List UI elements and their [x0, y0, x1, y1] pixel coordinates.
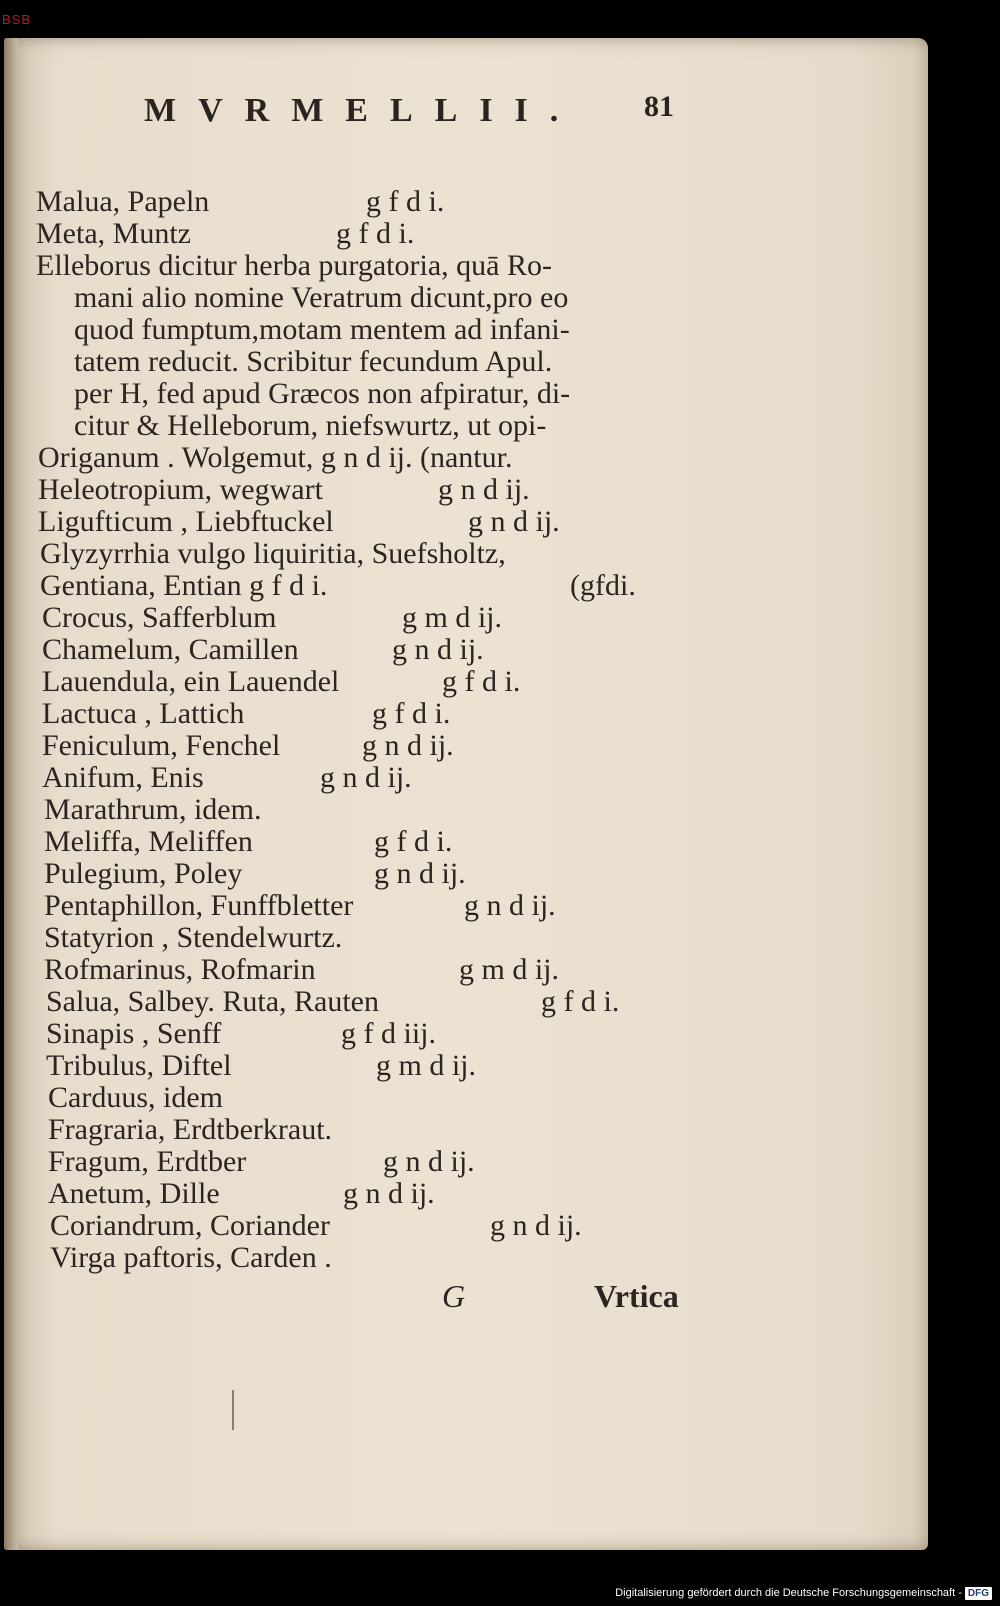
- line-text: Statyrion , Stendelwurtz.: [44, 921, 343, 954]
- line-text: per H, fed apud Græcos non afpiratur, di-: [74, 377, 571, 410]
- text-line: [48, 1177, 435, 1210]
- text-line: [74, 378, 570, 410]
- quality-code: g n d ij.: [362, 729, 454, 762]
- catchword: Vrtica: [594, 1278, 679, 1314]
- text-line: [48, 1114, 332, 1146]
- digitization-credit: [615, 1587, 992, 1600]
- quality-code: g n d ij.: [343, 1177, 435, 1210]
- line-text: tatem reducit. Scribitur fecundum Apul.: [74, 345, 553, 378]
- text-line: [50, 1242, 332, 1274]
- line-text: citur & Helleborum, niefswurtz, ut opi-: [74, 409, 547, 442]
- quality-code: g n d ij.: [468, 505, 560, 538]
- line-text: Fragraria, Erdtberkraut.: [48, 1113, 333, 1146]
- text-line: [42, 697, 451, 730]
- line-text: Rofmarinus, Rofmarin: [44, 953, 316, 986]
- line-text: Malua, Papeln: [36, 185, 210, 218]
- text-line: [44, 922, 342, 954]
- line-text: Lactuca , Lattich: [42, 697, 245, 730]
- text-line: [42, 729, 454, 762]
- line-text: Anifum, Enis: [42, 761, 204, 794]
- text-line: [42, 601, 503, 634]
- text-line: [74, 346, 552, 378]
- line-text: Sinapis , Senff: [46, 1017, 222, 1050]
- gutter-mark: [232, 1390, 234, 1430]
- line-text: Fragum, Erdtber: [48, 1145, 247, 1178]
- line-text: Anetum, Dille: [48, 1177, 220, 1210]
- text-line: [46, 1017, 436, 1050]
- text-line: [40, 569, 636, 602]
- quality-code: g m d ij.: [402, 601, 503, 634]
- text-line: [74, 282, 568, 314]
- book-page: [4, 38, 928, 1550]
- quality-code: g m d ij.: [459, 953, 560, 986]
- quality-code: g m d ij.: [376, 1049, 477, 1082]
- text-line: [42, 633, 484, 666]
- text-line: [40, 538, 506, 570]
- text-line: [38, 473, 530, 506]
- text-line: [42, 761, 412, 794]
- line-text: Gentiana, Entian g f d i.: [40, 569, 328, 602]
- quality-code: g n d ij.: [383, 1145, 475, 1178]
- text-line: [38, 505, 560, 538]
- line-text: Ligufticum , Liebftuckel: [38, 505, 334, 538]
- line-text: Salua, Salbey. Ruta, Rauten: [46, 985, 379, 1018]
- line-text: mani alio nomine Veratrum dicunt,pro eo: [74, 281, 569, 314]
- text-line: [74, 410, 546, 442]
- line-text: Pentaphillon, Funffbletter: [44, 889, 354, 922]
- quality-code: g n d ij.: [392, 633, 484, 666]
- line-text: Elleborus dicitur herba purgatoria, quā Ro-: [36, 249, 552, 282]
- line-text: Tribulus, Diftel: [46, 1049, 232, 1082]
- text-line: [50, 1209, 582, 1242]
- running-head: MVRMELLII.: [144, 92, 581, 129]
- quality-code: g f d i.: [374, 825, 453, 858]
- quality-code: g f d i.: [372, 697, 451, 730]
- text-line: [46, 985, 620, 1018]
- quality-code: g n d ij.: [374, 857, 466, 890]
- page-edge: [4, 38, 18, 1550]
- line-text: Meliffa, Meliffen: [44, 825, 253, 858]
- credit-text: Digitalisierung gefördert durch die Deutsche Forschungsgemeinschaft -: [615, 1587, 962, 1599]
- folio-number: 81: [644, 90, 674, 123]
- text-line: [48, 1145, 475, 1178]
- text-line: [42, 665, 521, 698]
- quality-code: g n d ij.: [464, 889, 556, 922]
- line-text: Origanum . Wolgemut, g n d ij. (nantur.: [38, 441, 513, 474]
- text-line: [44, 889, 556, 922]
- text-line: [36, 250, 552, 282]
- library-mark: BSB: [2, 12, 32, 27]
- text-line: [36, 185, 445, 218]
- line-text: Feniculum, Fenchel: [42, 729, 281, 762]
- text-line: [44, 953, 560, 986]
- quality-code: g n d ij.: [490, 1209, 582, 1242]
- line-text: quod fumptum,motam mentem ad infani-: [74, 313, 570, 346]
- line-text: Heleotropium, wegwart: [38, 473, 323, 506]
- text-line: [44, 794, 261, 826]
- line-text: Carduus, idem: [48, 1081, 223, 1114]
- line-text: Marathrum, idem.: [44, 793, 262, 826]
- text-line: [74, 314, 570, 346]
- line-text: Coriandrum, Coriander: [50, 1209, 330, 1242]
- text-line: [44, 825, 453, 858]
- quality-code: g f d i.: [336, 217, 415, 250]
- line-text: Virga paftoris, Carden .: [50, 1241, 332, 1274]
- quality-code: g f d i.: [442, 665, 521, 698]
- text-line: [44, 857, 466, 890]
- dfg-logo-badge: DFG: [965, 1587, 992, 1600]
- signature-mark: G: [442, 1278, 466, 1314]
- quality-code: g n d ij.: [438, 473, 530, 506]
- line-text: Crocus, Safferblum: [42, 601, 277, 634]
- line-text: Lauendula, ein Lauendel: [42, 665, 340, 698]
- quality-code: g f d i.: [366, 185, 445, 218]
- text-line: [48, 1082, 223, 1114]
- line-text: Glyzyrrhia vulgo liquiritia, Suefsholtz,: [40, 537, 506, 570]
- line-text: Meta, Muntz: [36, 217, 191, 250]
- text-line: [38, 442, 512, 474]
- quality-code: (gfdi.: [570, 569, 636, 602]
- line-text: Pulegium, Poley: [44, 857, 243, 890]
- quality-code: g f d i.: [541, 985, 620, 1018]
- quality-code: g n d ij.: [320, 761, 412, 794]
- text-line: [36, 217, 415, 250]
- text-line: [46, 1049, 477, 1082]
- line-text: Chamelum, Camillen: [42, 633, 299, 666]
- quality-code: g f d iij.: [341, 1017, 436, 1050]
